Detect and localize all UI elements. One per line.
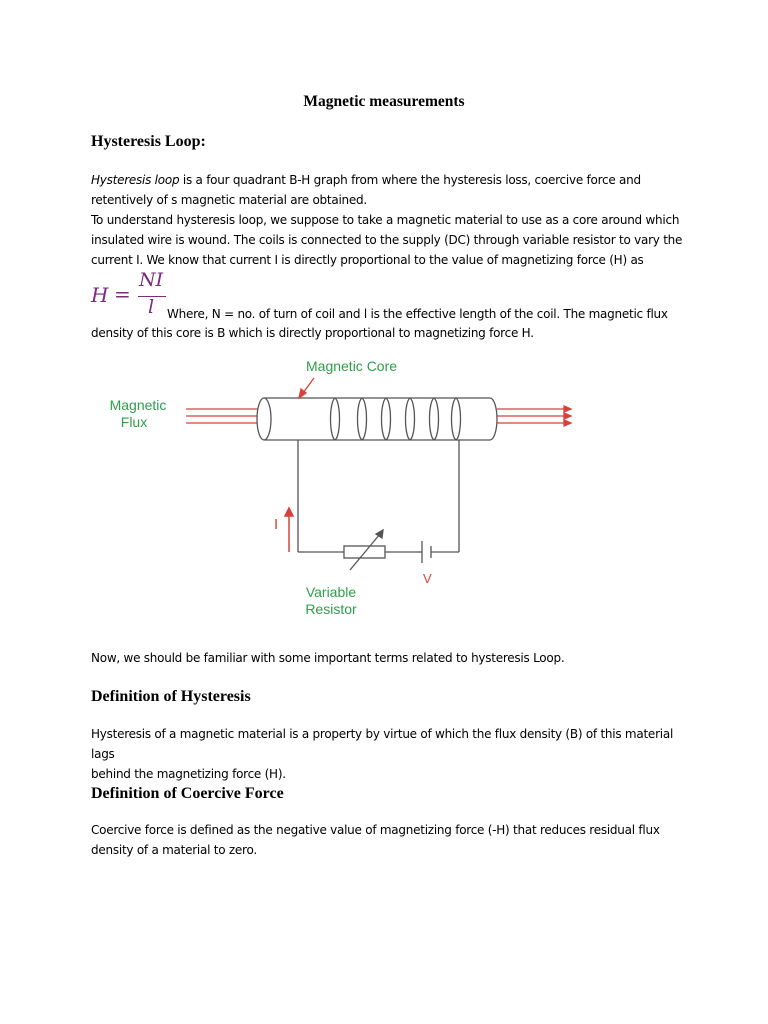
core-label-pointer (299, 378, 314, 398)
flux-arrows-left (186, 409, 258, 423)
paragraph-definition-coercive-force (91, 820, 691, 860)
formula-numerator: NI (139, 269, 164, 291)
term-hysteresis-loop: Hysteresis loop (91, 173, 180, 187)
formula-magnetizing-force (91, 268, 171, 318)
battery-symbol (422, 541, 431, 563)
text-line: insulated wire is wound. The coils is connected to the supply (DC) through variable resistor to vary the (91, 233, 683, 247)
text-line: current I. We know that current I is directly proportional to the value of magnetizing force (H) as (91, 253, 644, 267)
current-arrow (285, 508, 293, 552)
text-line: behind the magnetizing force (H). (91, 767, 286, 781)
hysteresis-circuit-diagram (92, 352, 592, 622)
label-magnetic-flux-line1: Magnetic (109, 397, 167, 413)
paragraph-definition-hysteresis (91, 724, 691, 784)
text-line (91, 648, 691, 668)
text-span: is a four quadrant B-H graph from where the hysteresis loss, coercive force and (179, 173, 641, 187)
formula-explanation (167, 304, 687, 324)
text-line: density of this core is B which is directly proportional to magnetizing force H. (91, 326, 534, 340)
variable-resistor-symbol (344, 530, 385, 570)
formula-equals: = (114, 282, 131, 306)
text-line: To understand hysteresis loop, we suppose to take a magnetic material to use as a core around which (91, 213, 680, 227)
label-current: I (274, 516, 279, 533)
label-magnetic-core: Magnetic Core (306, 358, 398, 374)
text-line: density of a material to zero. (91, 843, 257, 857)
text-line: Where, N = no. of turn of coil and l is the effective length of the coil. The magnetic flux (167, 307, 668, 321)
label-variable-resistor-line1: Variable (305, 584, 357, 600)
text-line: retentively of s magnetic material are obtained. (91, 193, 367, 207)
section-heading-definition-hysteresis: Definition of Hysteresis (91, 688, 251, 705)
coil-windings (331, 398, 461, 440)
flux-arrows-right (497, 406, 571, 426)
label-variable-resistor-line2: Resistor (305, 601, 357, 617)
text-line: Hysteresis of a magnetic material is a property by virtue of which the flux density (B) of this material lags (91, 727, 674, 761)
text-span: . (560, 651, 565, 665)
paragraph-flux-density (91, 323, 691, 343)
label-voltage: V (423, 571, 432, 586)
paragraph-hysteresis-definition (91, 170, 691, 270)
formula-lhs: H (91, 283, 109, 307)
section-heading-definition-coercive-force: Definition of Coercive Force (91, 785, 284, 802)
label-magnetic-flux-line2: Flux (120, 414, 148, 430)
page-title: Magnetic measurements (303, 93, 465, 110)
text-line: Coercive force is defined as the negative value of magnetizing force (-H) that reduces residual flux (91, 823, 660, 837)
text-line (91, 170, 691, 190)
term-loop: Loop (533, 651, 561, 665)
formula-denominator: l (148, 296, 155, 318)
section-heading-hysteresis-loop: Hysteresis Loop: (91, 133, 206, 150)
paragraph-important-terms (91, 648, 691, 668)
text-span: Now, we should be familiar with some important terms related to hysteresis (91, 651, 534, 665)
